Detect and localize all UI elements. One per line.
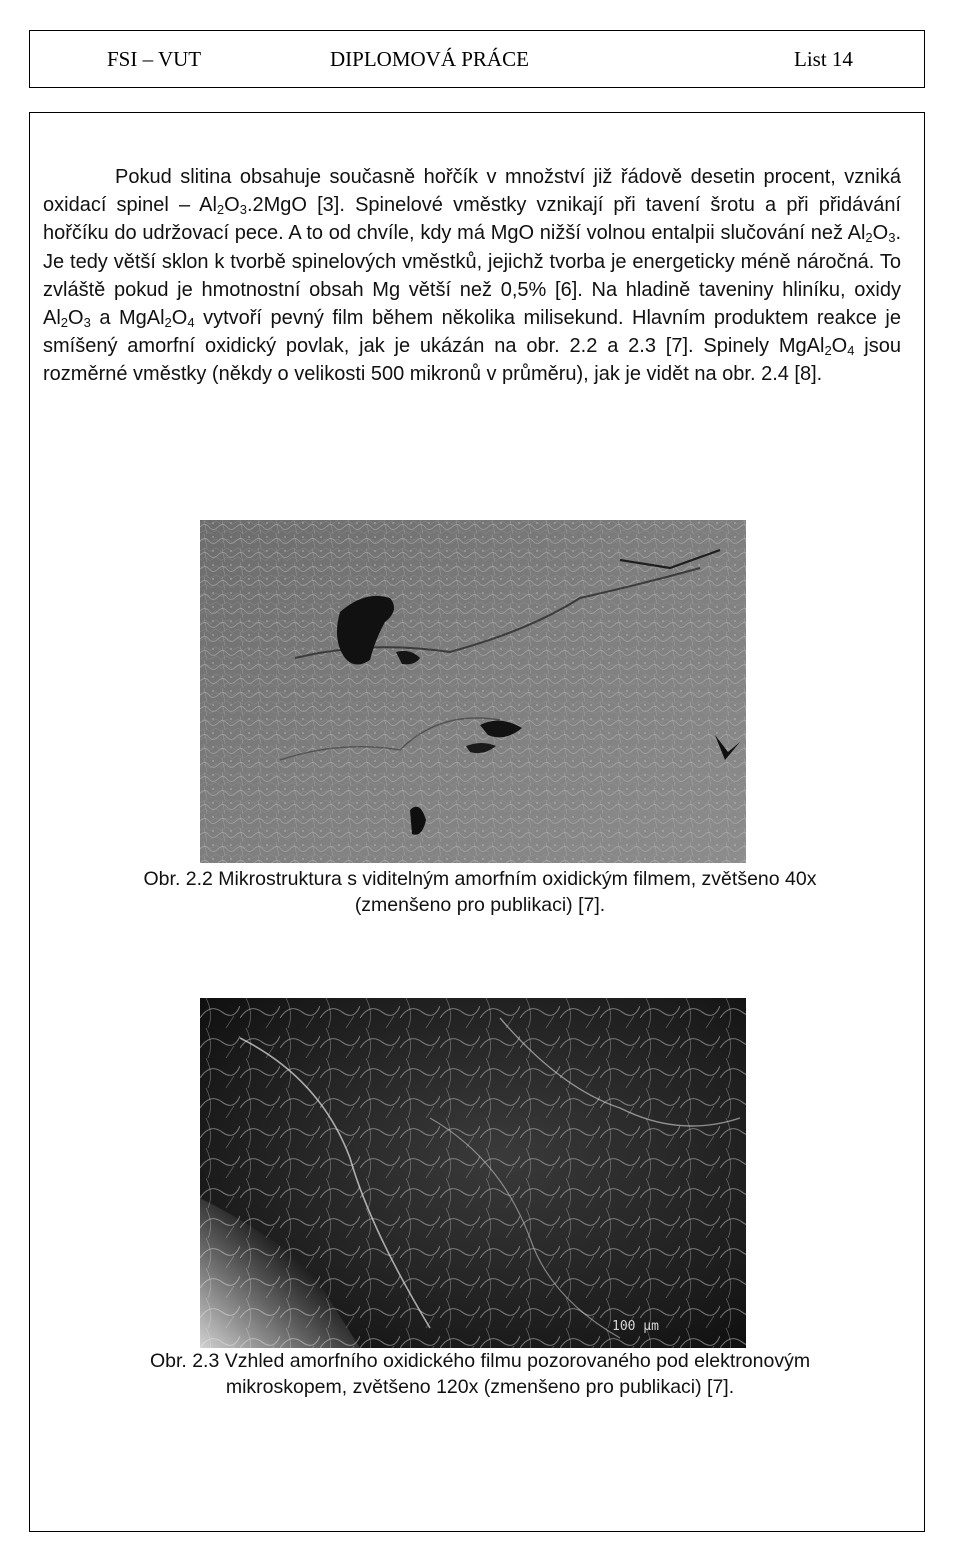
figure-2-2-caption: Obr. 2.2 Mikrostruktura s viditelným amorfním oxidickým filmem, zvětšeno 40x (zmenšeno pro publikaci) [7]. — [143, 868, 817, 916]
body-paragraph: Pokud slitina obsahuje současně hořčík v množství již řádově desetin procent, vzniká oxidací spinel – $Al_2O_3.2MgO$ [3]. Spinelové vměstky vznikají při tavení šrotu a při přidávání hořčíku do udržovací pece. A to od chvíle, kdy má MgO nižší volnou entalpii slučování než $Al_2O_3$. Je tedy větší sklon k tvorbě spinelových vměstků, jejichž tvorba je energeticky méně náročná. To zvláště pokud je hmotnostní obsah Mg větší než 0,5% [6]. Na hladině taveniny hliníku, oxidy $Al_2O_3$ a $MgAl_2O_4$ vytvoří pevný film během několika milisekund. Hlavním produktem reakce je smíšený amorfní oxidický povlak, jak je ukázán na obr. 2.2 a 2.3 [7]. Spinely $MgAl_2O_4$ jsou rozměrné vměstky (někdy o velikosti 500 mikronů v průměru), jak je vidět na obr. 2.4 [8]. — [43, 166, 901, 386]
figure-2-3-caption: Obr. 2.3 Vzhled amorfního oxidického filmu pozorovaného pod elektronovým mikroskopem, zvětšeno 120x (zmenšeno pro publikaci) [7]. — [149, 1350, 811, 1398]
micrograph-oxide-film-image — [200, 520, 746, 863]
header-page-number: List 14 — [794, 47, 853, 71]
scale-bar-label: 100 µm — [612, 1319, 659, 1334]
sem-oxide-film-image — [200, 998, 746, 1348]
header-faculty: FSI – VUT — [107, 47, 202, 71]
header-document-type: DIPLOMOVÁ PRÁCE — [330, 47, 529, 71]
page-header — [29, 30, 925, 88]
